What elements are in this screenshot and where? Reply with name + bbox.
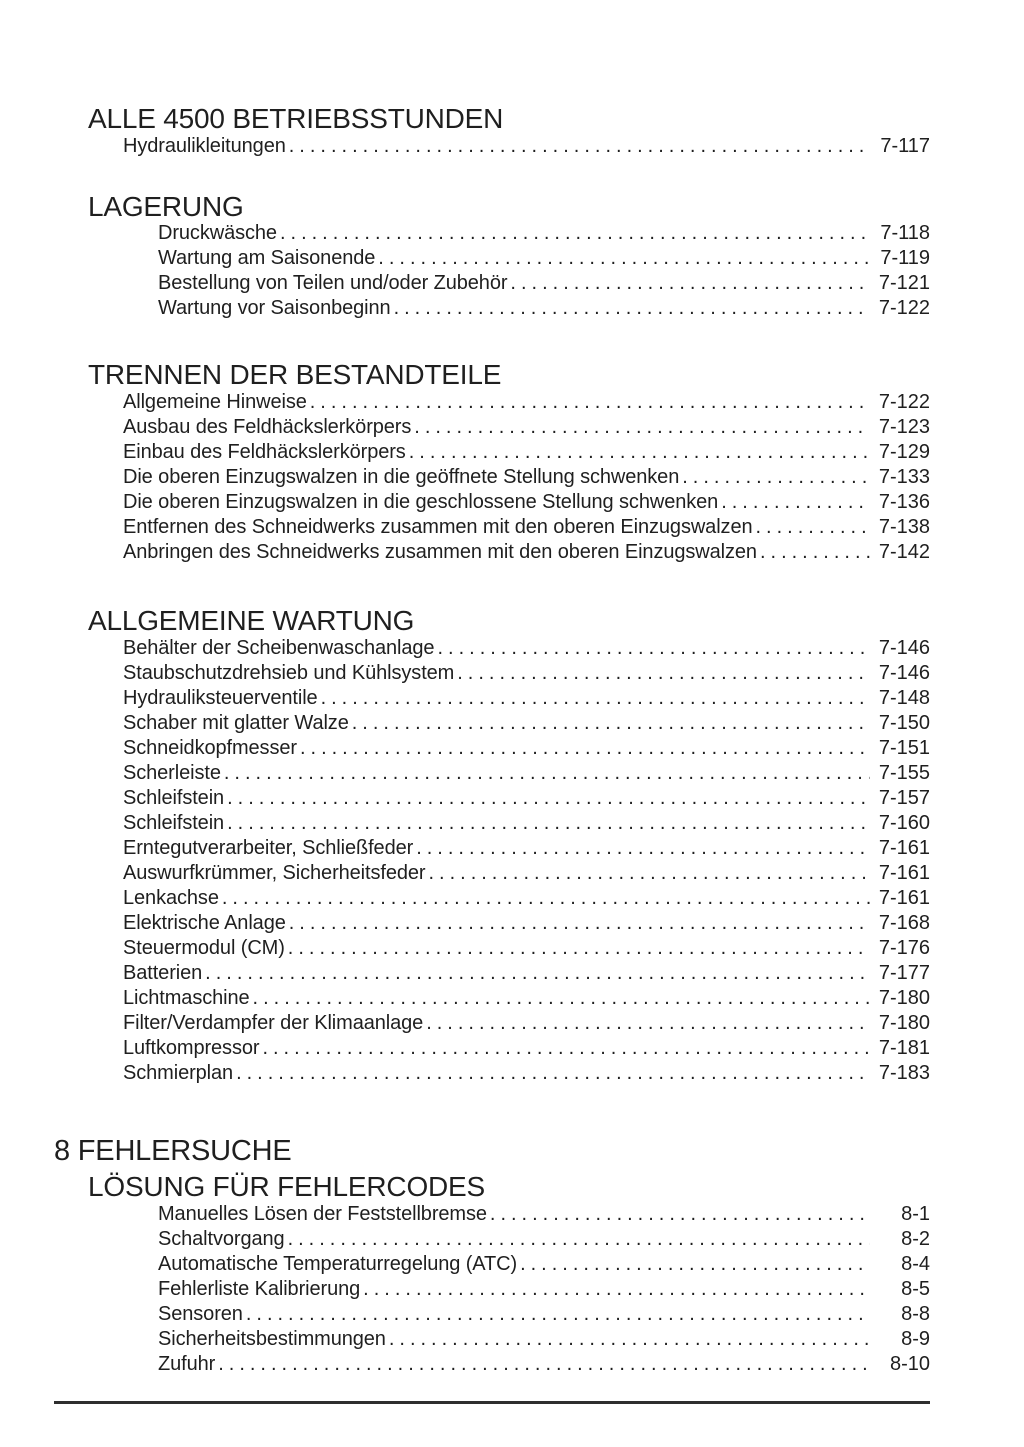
section-heading: ALLGEMEINE WARTUNG bbox=[88, 605, 415, 636]
dot-leader bbox=[280, 222, 870, 247]
toc-entry bbox=[123, 440, 930, 465]
toc-entry-page-number: 8-8 bbox=[901, 1303, 930, 1325]
section-entries bbox=[123, 134, 930, 159]
toc-entry bbox=[123, 786, 930, 811]
toc-entry-page-number: 7-160 bbox=[878, 812, 930, 834]
toc-entry bbox=[123, 711, 930, 736]
toc-entry bbox=[123, 686, 930, 711]
dot-leader bbox=[428, 861, 870, 886]
dot-leader bbox=[682, 465, 870, 490]
toc-entry-title: Erntegutverarbeiter, Schließfeder bbox=[123, 837, 414, 859]
toc-entry-page-number: 7-180 bbox=[878, 1012, 930, 1034]
toc-entry-page-number: 7-155 bbox=[878, 762, 930, 784]
toc-entry-page-number: 7-123 bbox=[878, 416, 930, 438]
toc-entry-title: Schmierplan bbox=[123, 1062, 234, 1084]
toc-entry bbox=[158, 1277, 930, 1302]
dot-leader bbox=[289, 911, 870, 936]
dot-leader bbox=[218, 1352, 870, 1377]
toc-entry bbox=[158, 1327, 930, 1352]
toc-section bbox=[0, 606, 1024, 1086]
toc-entry-title: Zufuhr bbox=[158, 1353, 216, 1375]
dot-leader bbox=[363, 1277, 870, 1302]
toc-entry bbox=[123, 490, 930, 515]
section-entries bbox=[158, 1202, 930, 1377]
toc-entry bbox=[123, 861, 930, 886]
toc-entry-title: Auswurfkrümmer, Sicherheitsfeder bbox=[123, 862, 426, 884]
toc-entry bbox=[158, 1302, 930, 1327]
toc-section bbox=[0, 1172, 1024, 1377]
toc-entry bbox=[123, 736, 930, 761]
toc-entry-page-number: 7-142 bbox=[878, 541, 930, 563]
toc-entry-title: Schaltvorgang bbox=[158, 1228, 285, 1250]
toc-entry-page-number: 8-1 bbox=[901, 1203, 930, 1225]
dot-leader bbox=[416, 836, 870, 861]
toc-entry bbox=[158, 222, 930, 247]
toc-entry-page-number: 8-5 bbox=[901, 1278, 930, 1300]
dot-leader bbox=[246, 1302, 870, 1327]
toc-entry-title: Druckwäsche bbox=[158, 222, 277, 244]
toc-entry-page-number: 7-157 bbox=[878, 787, 930, 809]
toc-entry-title: Luftkompressor bbox=[123, 1037, 260, 1059]
section-heading: ALLE 4500 BETRIEBSSTUNDEN bbox=[88, 103, 504, 134]
dot-leader bbox=[510, 272, 870, 297]
toc-entry-page-number: 7-180 bbox=[878, 987, 930, 1009]
toc-entry bbox=[123, 515, 930, 540]
toc-entry-title: Die oberen Einzugswalzen in die geschlossene Stellung schwenken bbox=[123, 491, 719, 513]
toc-entry-title: Sensoren bbox=[158, 1303, 243, 1325]
toc-entry bbox=[123, 886, 930, 911]
toc-entry-page-number: 7-161 bbox=[878, 887, 930, 909]
dot-leader bbox=[289, 134, 870, 159]
toc-entry-title: Hydraulikleitungen bbox=[123, 135, 286, 157]
toc-entry-title: Schleifstein bbox=[123, 812, 225, 834]
toc-entry bbox=[158, 1227, 930, 1252]
toc-entry-title: Entfernen des Schneidwerks zusammen mit den oberen Einzugswalzen bbox=[123, 516, 753, 538]
toc-entry bbox=[123, 1036, 930, 1061]
toc-entry-page-number: 7-161 bbox=[878, 837, 930, 859]
toc-entry-page-number: 8-2 bbox=[901, 1228, 930, 1250]
dot-leader bbox=[414, 415, 870, 440]
dot-leader bbox=[227, 811, 870, 836]
toc-entry-page-number: 7-183 bbox=[878, 1062, 930, 1084]
toc-entry bbox=[123, 636, 930, 661]
toc-entry-title: Behälter der Scheibenwaschanlage bbox=[123, 637, 435, 659]
toc-entry bbox=[123, 936, 930, 961]
toc-entry bbox=[158, 272, 930, 297]
toc-entry bbox=[123, 761, 930, 786]
toc-entry-page-number: 7-136 bbox=[878, 491, 930, 513]
dot-leader bbox=[224, 761, 870, 786]
dot-leader bbox=[262, 1036, 870, 1061]
toc-entry-title: Scherleiste bbox=[123, 762, 221, 784]
toc-entry bbox=[123, 1061, 930, 1086]
toc-entry-page-number: 7-150 bbox=[878, 712, 930, 734]
dot-leader bbox=[288, 936, 870, 961]
toc-entry-title: Sicherheitsbestimmungen bbox=[158, 1328, 386, 1350]
toc-entry-title: Staubschutzdrehsieb und Kühlsystem bbox=[123, 662, 455, 684]
toc-entry-title: Lichtmaschine bbox=[123, 987, 250, 1009]
toc-entry-title: Batterien bbox=[123, 962, 203, 984]
toc-entry-title: Manuelles Lösen der Feststellbremse bbox=[158, 1203, 487, 1225]
toc-entry bbox=[123, 1011, 930, 1036]
toc-entry-title: Allgemeine Hinweise bbox=[123, 391, 307, 413]
toc-entry-title: Ausbau des Feldhäckslerkörpers bbox=[123, 416, 412, 438]
toc-entry-page-number: 7-129 bbox=[878, 441, 930, 463]
toc-entry-page-number: 7-151 bbox=[878, 737, 930, 759]
toc-entry-title: Schleifstein bbox=[123, 787, 225, 809]
toc-entry bbox=[123, 415, 930, 440]
toc-entry-page-number: 8-9 bbox=[901, 1328, 930, 1350]
toc-entry-page-number: 7-138 bbox=[878, 516, 930, 538]
toc-entry-page-number: 8-10 bbox=[889, 1353, 930, 1375]
toc-section bbox=[0, 1135, 1024, 1167]
dot-leader bbox=[205, 961, 870, 986]
toc-entry-title: Lenkachse bbox=[123, 887, 219, 909]
toc-entry bbox=[123, 134, 930, 159]
dot-leader bbox=[378, 247, 870, 272]
toc-entry bbox=[123, 465, 930, 490]
toc-entry-page-number: 7-176 bbox=[878, 937, 930, 959]
dot-leader bbox=[760, 540, 870, 565]
toc-entry bbox=[158, 1252, 930, 1277]
toc-entry bbox=[123, 811, 930, 836]
toc-entry bbox=[158, 247, 930, 272]
toc-entry-page-number: 7-121 bbox=[878, 272, 930, 294]
toc-entry bbox=[158, 1352, 930, 1377]
chapter-heading: 8 FEHLERSUCHE bbox=[54, 1135, 292, 1167]
section-entries bbox=[123, 390, 930, 565]
section-entries bbox=[123, 636, 930, 1086]
toc-entry bbox=[123, 986, 930, 1011]
toc-entry-page-number: 8-4 bbox=[901, 1253, 930, 1275]
toc-section bbox=[0, 360, 1024, 565]
toc-entry-page-number: 7-117 bbox=[880, 135, 930, 157]
toc-entry-title: Die oberen Einzugswalzen in die geöffnete Stellung schwenken bbox=[123, 466, 680, 488]
toc-entry-page-number: 7-122 bbox=[878, 297, 930, 319]
dot-leader bbox=[437, 636, 870, 661]
toc-entry-page-number: 7-118 bbox=[880, 222, 930, 244]
toc-entry bbox=[123, 540, 930, 565]
dot-leader bbox=[389, 1327, 870, 1352]
dot-leader bbox=[310, 390, 870, 415]
toc-entry-page-number: 7-133 bbox=[878, 466, 930, 488]
toc-section bbox=[0, 104, 1024, 159]
toc-entry bbox=[123, 836, 930, 861]
toc-section bbox=[0, 192, 1024, 322]
toc-entry-title: Wartung am Saisonende bbox=[158, 247, 376, 269]
dot-leader bbox=[520, 1252, 870, 1277]
toc-entry-title: Schneidkopfmesser bbox=[123, 737, 297, 759]
section-heading: LÖSUNG FÜR FEHLERCODES bbox=[88, 1171, 485, 1202]
footer-rule bbox=[54, 1401, 930, 1404]
dot-leader bbox=[490, 1202, 870, 1227]
toc-entry-page-number: 7-181 bbox=[878, 1037, 930, 1059]
dot-leader bbox=[288, 1227, 870, 1252]
toc-entry-page-number: 7-177 bbox=[878, 962, 930, 984]
toc-entry-title: Filter/Verdampfer der Klimaanlage bbox=[123, 1012, 424, 1034]
section-entries bbox=[158, 222, 930, 322]
toc-entry-page-number: 7-168 bbox=[878, 912, 930, 934]
toc-entry bbox=[158, 297, 930, 322]
toc-entry-page-number: 7-146 bbox=[878, 662, 930, 684]
toc-entry-title: Steuermodul (CM) bbox=[123, 937, 285, 959]
toc-entry-title: Hydrauliksteuerventile bbox=[123, 687, 318, 709]
toc-entry-title: Einbau des Feldhäckslerkörpers bbox=[123, 441, 406, 463]
dot-leader bbox=[457, 661, 870, 686]
toc-entry-title: Wartung vor Saisonbeginn bbox=[158, 297, 391, 319]
dot-leader bbox=[352, 711, 870, 736]
section-heading: TRENNEN DER BESTANDTEILE bbox=[88, 359, 502, 390]
section-heading: LAGERUNG bbox=[88, 191, 244, 222]
dot-leader bbox=[409, 440, 870, 465]
toc-entry-title: Schaber mit glatter Walze bbox=[123, 712, 349, 734]
toc-entry-page-number: 7-119 bbox=[880, 247, 930, 269]
toc-entry bbox=[123, 390, 930, 415]
dot-leader bbox=[426, 1011, 870, 1036]
toc-entry-title: Bestellung von Teilen und/oder Zubehör bbox=[158, 272, 508, 294]
toc-entry-title: Anbringen des Schneidwerks zusammen mit den oberen Einzugswalzen bbox=[123, 541, 757, 563]
dot-leader bbox=[756, 515, 871, 540]
toc-entry-title: Fehlerliste Kalibrierung bbox=[158, 1278, 361, 1300]
toc-entry bbox=[158, 1202, 930, 1227]
dot-leader bbox=[253, 986, 870, 1011]
dot-leader bbox=[394, 297, 870, 322]
toc-entry bbox=[123, 661, 930, 686]
toc-entry bbox=[123, 911, 930, 936]
toc-entry-page-number: 7-146 bbox=[878, 637, 930, 659]
toc-entry-page-number: 7-148 bbox=[878, 687, 930, 709]
dot-leader bbox=[222, 886, 870, 911]
dot-leader bbox=[236, 1061, 870, 1086]
dot-leader bbox=[300, 736, 870, 761]
toc-entry-title: Automatische Temperaturregelung (ATC) bbox=[158, 1253, 518, 1275]
toc-entry-page-number: 7-122 bbox=[878, 391, 930, 413]
toc-entry-title: Elektrische Anlage bbox=[123, 912, 286, 934]
toc-entry bbox=[123, 961, 930, 986]
dot-leader bbox=[227, 786, 870, 811]
toc-entry-page-number: 7-161 bbox=[878, 862, 930, 884]
dot-leader bbox=[321, 686, 870, 711]
dot-leader bbox=[721, 490, 870, 515]
